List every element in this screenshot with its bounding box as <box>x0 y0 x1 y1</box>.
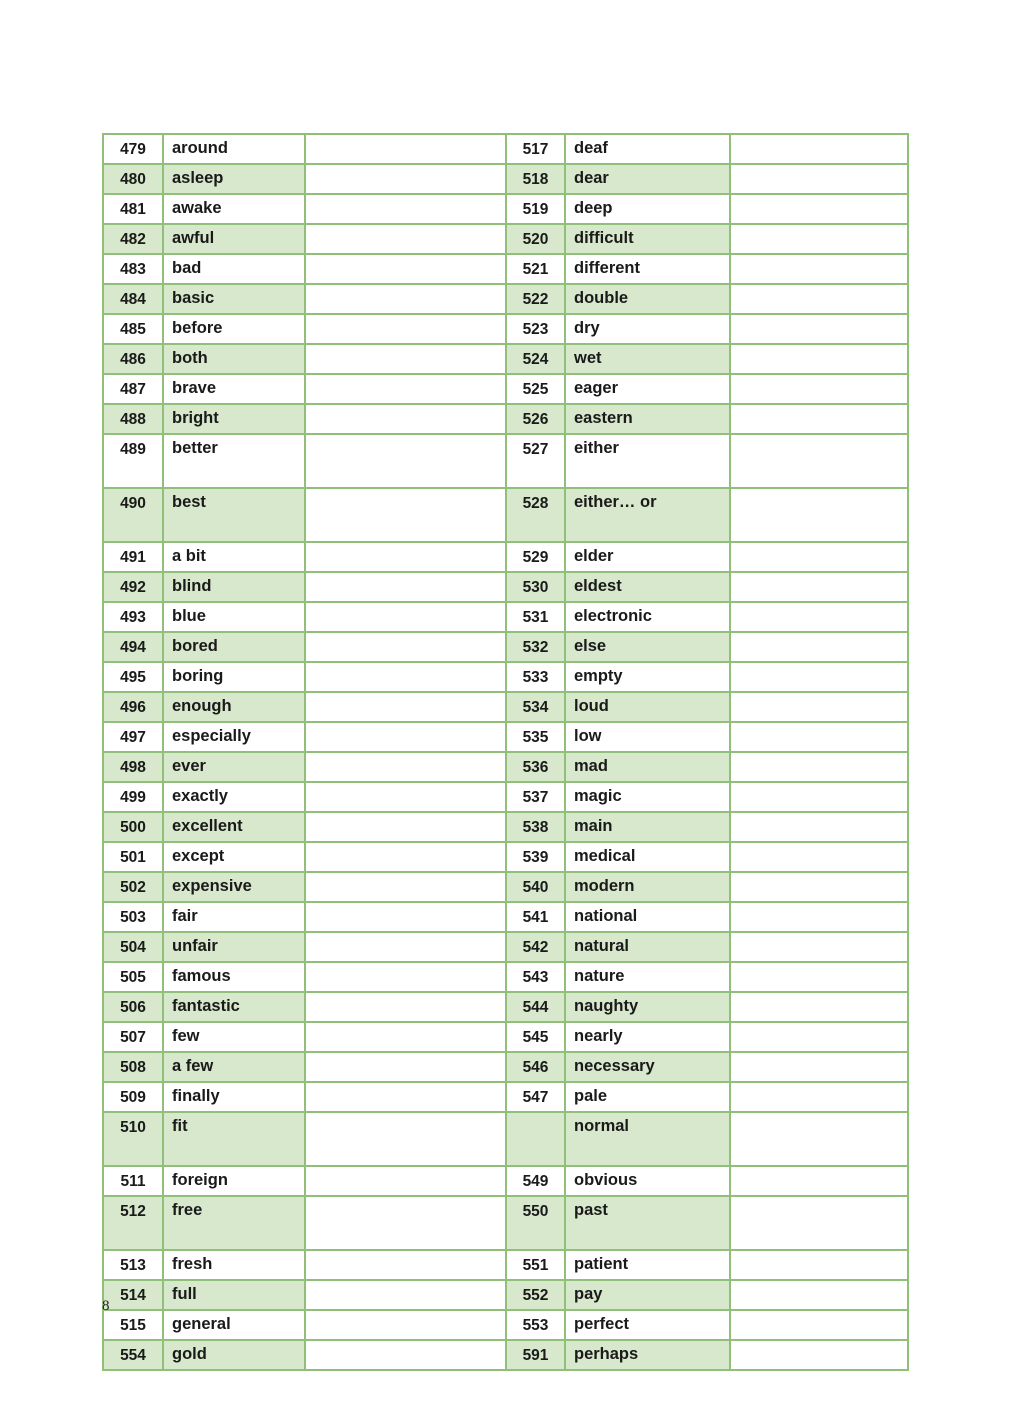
table-row <box>103 662 908 692</box>
word-right: normal <box>565 1112 730 1166</box>
translation-blank-left <box>305 434 506 488</box>
translation-blank-right <box>730 254 908 284</box>
word-number-right: 542 <box>506 932 565 962</box>
word-left: a few <box>163 1052 305 1082</box>
word-left: fair <box>163 902 305 932</box>
table-row <box>103 1250 908 1280</box>
word-number-left: 493 <box>103 602 163 632</box>
translation-blank-left <box>305 164 506 194</box>
table-row <box>103 314 908 344</box>
word-left: blind <box>163 572 305 602</box>
translation-blank-right <box>730 572 908 602</box>
word-number-left: 498 <box>103 752 163 782</box>
word-number-right: 551 <box>506 1250 565 1280</box>
word-left: asleep <box>163 164 305 194</box>
word-right: mad <box>565 752 730 782</box>
translation-blank-right <box>730 872 908 902</box>
translation-blank-right <box>730 434 908 488</box>
word-left: blue <box>163 602 305 632</box>
word-right: either <box>565 434 730 488</box>
translation-blank-left <box>305 1310 506 1340</box>
word-number-right: 538 <box>506 812 565 842</box>
translation-blank-left <box>305 842 506 872</box>
table-row <box>103 1340 908 1370</box>
word-number-right: 519 <box>506 194 565 224</box>
translation-blank-right <box>730 542 908 572</box>
word-left: bad <box>163 254 305 284</box>
word-left: both <box>163 344 305 374</box>
table-row <box>103 164 908 194</box>
translation-blank-right <box>730 1310 908 1340</box>
table-row <box>103 842 908 872</box>
word-left: around <box>163 134 305 164</box>
translation-blank-right <box>730 284 908 314</box>
translation-blank-right <box>730 1280 908 1310</box>
table-row <box>103 1052 908 1082</box>
translation-blank-right <box>730 932 908 962</box>
translation-blank-right <box>730 602 908 632</box>
word-number-left: 485 <box>103 314 163 344</box>
translation-blank-left <box>305 722 506 752</box>
word-number-left: 508 <box>103 1052 163 1082</box>
word-left: basic <box>163 284 305 314</box>
translation-blank-left <box>305 254 506 284</box>
table-row <box>103 542 908 572</box>
word-left: before <box>163 314 305 344</box>
word-right: eager <box>565 374 730 404</box>
table-row <box>103 284 908 314</box>
word-right: electronic <box>565 602 730 632</box>
word-left: awful <box>163 224 305 254</box>
translation-blank-right <box>730 1250 908 1280</box>
word-number-right: 532 <box>506 632 565 662</box>
translation-blank-left <box>305 344 506 374</box>
word-number-right: 549 <box>506 1166 565 1196</box>
translation-blank-left <box>305 962 506 992</box>
word-number-right <box>506 1112 565 1166</box>
word-number-right: 530 <box>506 572 565 602</box>
translation-blank-right <box>730 812 908 842</box>
vocabulary-table <box>102 133 909 1371</box>
translation-blank-right <box>730 1022 908 1052</box>
translation-blank-left <box>305 1196 506 1250</box>
translation-blank-left <box>305 134 506 164</box>
word-number-left: 489 <box>103 434 163 488</box>
word-right: medical <box>565 842 730 872</box>
word-number-right: 529 <box>506 542 565 572</box>
translation-blank-right <box>730 1052 908 1082</box>
word-right: patient <box>565 1250 730 1280</box>
word-left: except <box>163 842 305 872</box>
word-number-right: 528 <box>506 488 565 542</box>
table-row <box>103 1112 908 1166</box>
word-right: deaf <box>565 134 730 164</box>
word-right: different <box>565 254 730 284</box>
word-number-left: 490 <box>103 488 163 542</box>
word-number-left: 496 <box>103 692 163 722</box>
word-left: unfair <box>163 932 305 962</box>
word-right: national <box>565 902 730 932</box>
word-number-left: 507 <box>103 1022 163 1052</box>
table-row <box>103 572 908 602</box>
translation-blank-right <box>730 842 908 872</box>
word-number-left: 495 <box>103 662 163 692</box>
translation-blank-right <box>730 1082 908 1112</box>
word-left: brave <box>163 374 305 404</box>
word-left: general <box>163 1310 305 1340</box>
word-number-left: 483 <box>103 254 163 284</box>
table-row <box>103 254 908 284</box>
word-number-left: 482 <box>103 224 163 254</box>
word-number-right: 544 <box>506 992 565 1022</box>
translation-blank-left <box>305 752 506 782</box>
word-number-right: 525 <box>506 374 565 404</box>
word-right: naughty <box>565 992 730 1022</box>
word-number-right: 536 <box>506 752 565 782</box>
word-number-left: 491 <box>103 542 163 572</box>
translation-blank-left <box>305 932 506 962</box>
translation-blank-right <box>730 632 908 662</box>
word-left: boring <box>163 662 305 692</box>
word-left: a bit <box>163 542 305 572</box>
word-left: fresh <box>163 1250 305 1280</box>
word-right: loud <box>565 692 730 722</box>
word-right: wet <box>565 344 730 374</box>
translation-blank-left <box>305 224 506 254</box>
translation-blank-left <box>305 872 506 902</box>
translation-blank-left <box>305 812 506 842</box>
translation-blank-right <box>730 164 908 194</box>
word-number-right: 547 <box>506 1082 565 1112</box>
word-number-right: 553 <box>506 1310 565 1340</box>
table-row <box>103 1082 908 1112</box>
translation-blank-right <box>730 992 908 1022</box>
table-row <box>103 1280 908 1310</box>
translation-blank-left <box>305 488 506 542</box>
translation-blank-left <box>305 314 506 344</box>
word-number-left: 505 <box>103 962 163 992</box>
word-number-left: 502 <box>103 872 163 902</box>
word-number-right: 552 <box>506 1280 565 1310</box>
word-left: excellent <box>163 812 305 842</box>
table-row <box>103 962 908 992</box>
word-number-left: 514 <box>103 1280 163 1310</box>
translation-blank-left <box>305 572 506 602</box>
translation-blank-right <box>730 722 908 752</box>
translation-blank-right <box>730 1196 908 1250</box>
table-row <box>103 344 908 374</box>
translation-blank-right <box>730 314 908 344</box>
word-right: modern <box>565 872 730 902</box>
word-number-right: 546 <box>506 1052 565 1082</box>
word-number-left: 501 <box>103 842 163 872</box>
word-number-right: 531 <box>506 602 565 632</box>
word-right: eastern <box>565 404 730 434</box>
word-number-right: 535 <box>506 722 565 752</box>
word-number-right: 537 <box>506 782 565 812</box>
word-number-right: 591 <box>506 1340 565 1370</box>
word-number-right: 533 <box>506 662 565 692</box>
word-number-left: 486 <box>103 344 163 374</box>
translation-blank-left <box>305 404 506 434</box>
translation-blank-right <box>730 1112 908 1166</box>
translation-blank-right <box>730 488 908 542</box>
translation-blank-right <box>730 224 908 254</box>
word-number-right: 526 <box>506 404 565 434</box>
table-row <box>103 782 908 812</box>
translation-blank-left <box>305 902 506 932</box>
word-left: full <box>163 1280 305 1310</box>
word-left: ever <box>163 752 305 782</box>
table-row <box>103 434 908 488</box>
table-row <box>103 134 908 164</box>
word-number-right: 541 <box>506 902 565 932</box>
translation-blank-right <box>730 1340 908 1370</box>
word-number-left: 504 <box>103 932 163 962</box>
translation-blank-right <box>730 692 908 722</box>
table-row <box>103 1196 908 1250</box>
word-number-left: 512 <box>103 1196 163 1250</box>
word-number-right: 524 <box>506 344 565 374</box>
word-right: dear <box>565 164 730 194</box>
word-right: else <box>565 632 730 662</box>
word-right: main <box>565 812 730 842</box>
translation-blank-left <box>305 602 506 632</box>
translation-blank-right <box>730 374 908 404</box>
table-row <box>103 692 908 722</box>
word-number-right: 545 <box>506 1022 565 1052</box>
word-left: gold <box>163 1340 305 1370</box>
translation-blank-left <box>305 992 506 1022</box>
word-right: nearly <box>565 1022 730 1052</box>
word-left: exactly <box>163 782 305 812</box>
word-left: bright <box>163 404 305 434</box>
word-left: free <box>163 1196 305 1250</box>
table-row <box>103 812 908 842</box>
word-number-right: 550 <box>506 1196 565 1250</box>
word-left: best <box>163 488 305 542</box>
word-left: fantastic <box>163 992 305 1022</box>
table-row <box>103 932 908 962</box>
word-number-left: 497 <box>103 722 163 752</box>
translation-blank-left <box>305 1166 506 1196</box>
translation-blank-left <box>305 692 506 722</box>
table-row <box>103 1310 908 1340</box>
word-right: difficult <box>565 224 730 254</box>
word-number-left: 487 <box>103 374 163 404</box>
translation-blank-left <box>305 1250 506 1280</box>
word-number-left: 513 <box>103 1250 163 1280</box>
translation-blank-right <box>730 344 908 374</box>
word-number-left: 511 <box>103 1166 163 1196</box>
translation-blank-left <box>305 1082 506 1112</box>
word-left: bored <box>163 632 305 662</box>
table-row <box>103 1166 908 1196</box>
translation-blank-right <box>730 404 908 434</box>
word-number-left: 488 <box>103 404 163 434</box>
word-right: nature <box>565 962 730 992</box>
word-left: especially <box>163 722 305 752</box>
translation-blank-right <box>730 134 908 164</box>
table-row <box>103 1022 908 1052</box>
word-right: empty <box>565 662 730 692</box>
word-number-right: 543 <box>506 962 565 992</box>
translation-blank-right <box>730 782 908 812</box>
word-number-left: 492 <box>103 572 163 602</box>
word-number-left: 479 <box>103 134 163 164</box>
word-right: perhaps <box>565 1340 730 1370</box>
word-right: magic <box>565 782 730 812</box>
word-number-left: 484 <box>103 284 163 314</box>
translation-blank-right <box>730 752 908 782</box>
word-number-left: 509 <box>103 1082 163 1112</box>
table-row <box>103 992 908 1022</box>
word-right: past <box>565 1196 730 1250</box>
translation-blank-right <box>730 962 908 992</box>
word-left: few <box>163 1022 305 1052</box>
word-left: expensive <box>163 872 305 902</box>
table-row <box>103 752 908 782</box>
word-number-right: 523 <box>506 314 565 344</box>
word-right: natural <box>565 932 730 962</box>
page-number: 8 <box>102 1298 110 1314</box>
translation-blank-left <box>305 374 506 404</box>
word-number-left: 494 <box>103 632 163 662</box>
word-left: foreign <box>163 1166 305 1196</box>
table-row <box>103 194 908 224</box>
translation-blank-left <box>305 1340 506 1370</box>
word-right: pay <box>565 1280 730 1310</box>
word-right: dry <box>565 314 730 344</box>
word-right: eldest <box>565 572 730 602</box>
translation-blank-left <box>305 542 506 572</box>
table-row <box>103 872 908 902</box>
word-number-left: 554 <box>103 1340 163 1370</box>
word-number-right: 522 <box>506 284 565 314</box>
word-left: famous <box>163 962 305 992</box>
translation-blank-right <box>730 194 908 224</box>
word-number-left: 506 <box>103 992 163 1022</box>
word-right: necessary <box>565 1052 730 1082</box>
word-number-left: 481 <box>103 194 163 224</box>
word-right: low <box>565 722 730 752</box>
table-row <box>103 902 908 932</box>
word-number-left: 499 <box>103 782 163 812</box>
word-number-right: 540 <box>506 872 565 902</box>
translation-blank-left <box>305 1022 506 1052</box>
translation-blank-left <box>305 194 506 224</box>
word-left: better <box>163 434 305 488</box>
word-number-left: 515 <box>103 1310 163 1340</box>
word-number-right: 527 <box>506 434 565 488</box>
word-number-right: 521 <box>506 254 565 284</box>
word-right: deep <box>565 194 730 224</box>
translation-blank-left <box>305 662 506 692</box>
word-left: enough <box>163 692 305 722</box>
word-right: obvious <box>565 1166 730 1196</box>
table-row <box>103 374 908 404</box>
word-number-left: 500 <box>103 812 163 842</box>
word-number-right: 534 <box>506 692 565 722</box>
word-left: finally <box>163 1082 305 1112</box>
translation-blank-right <box>730 1166 908 1196</box>
translation-blank-left <box>305 1280 506 1310</box>
table-row <box>103 602 908 632</box>
translation-blank-right <box>730 662 908 692</box>
word-number-left: 480 <box>103 164 163 194</box>
word-right: perfect <box>565 1310 730 1340</box>
translation-blank-left <box>305 1112 506 1166</box>
table-row <box>103 488 908 542</box>
word-number-right: 539 <box>506 842 565 872</box>
word-number-right: 517 <box>506 134 565 164</box>
table-row <box>103 404 908 434</box>
translation-blank-left <box>305 632 506 662</box>
word-number-right: 518 <box>506 164 565 194</box>
word-number-left: 503 <box>103 902 163 932</box>
table-row <box>103 632 908 662</box>
table-row <box>103 224 908 254</box>
translation-blank-left <box>305 782 506 812</box>
word-left: fit <box>163 1112 305 1166</box>
translation-blank-left <box>305 1052 506 1082</box>
word-right: double <box>565 284 730 314</box>
translation-blank-left <box>305 284 506 314</box>
word-number-right: 520 <box>506 224 565 254</box>
word-right: pale <box>565 1082 730 1112</box>
word-right: either… or <box>565 488 730 542</box>
table-row <box>103 722 908 752</box>
word-number-left: 510 <box>103 1112 163 1166</box>
word-left: awake <box>163 194 305 224</box>
translation-blank-right <box>730 902 908 932</box>
word-right: elder <box>565 542 730 572</box>
